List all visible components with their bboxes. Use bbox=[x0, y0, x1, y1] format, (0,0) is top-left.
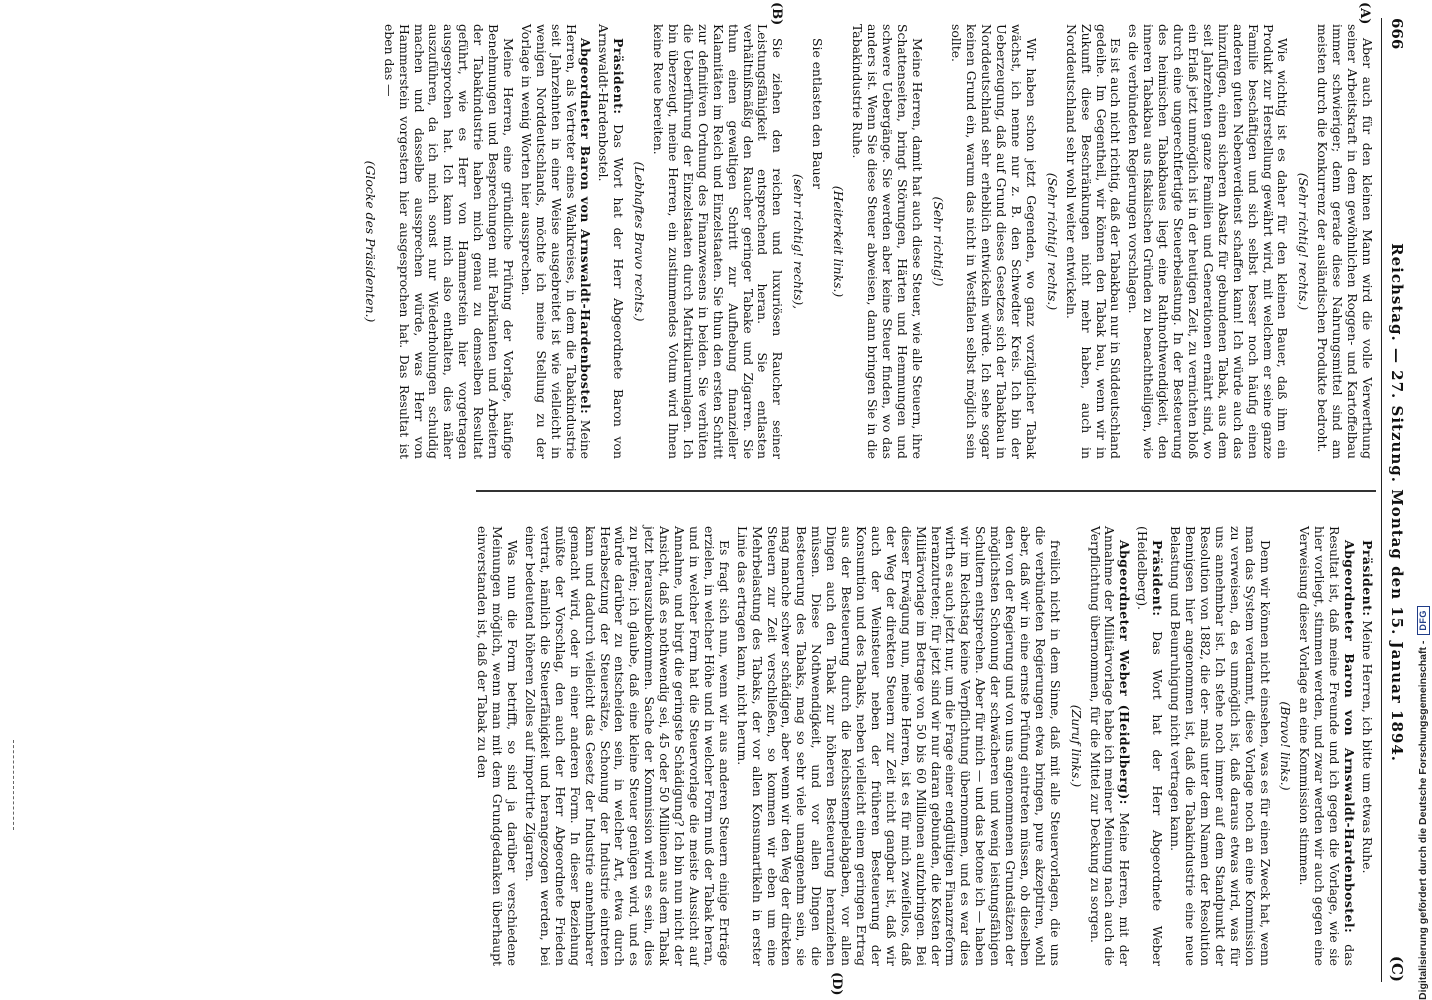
speech-paragraph bbox=[1359, 526, 1374, 966]
body-paragraph: Wir haben schon jetzt Gegenden, wo ganz vorzüglicher Tabak wächst, ich nenne nur z. B. den Schwedter Kreis. Ich bin der Ueberzeugung, daß auf Grund dieses Gesetzes sich der Tabakbau in Norddeutschland sehr erheblich entwickeln würde. Ich sehe sogar keinen Grund ein, warum das nicht in Westfalen selbst möglich sein sollte. bbox=[949, 24, 1039, 459]
speaker-name: Abgeordneter Baron von Arnswaldt-Hardenbostel: bbox=[578, 38, 594, 415]
digitization-footer bbox=[1414, 0, 1432, 1000]
margin-mark-d: (D) bbox=[829, 972, 844, 996]
right-column bbox=[471, 526, 1374, 966]
stage-direction: (Glocke des Präsidenten.) bbox=[362, 160, 378, 323]
speech-paragraph bbox=[596, 24, 626, 459]
speech-text: Das Wort hat der Herr Abgeordnete Weber (Heidelberg). bbox=[1135, 526, 1166, 966]
body-paragraph: Sie ziehen den reichen und luxuriösen Raucher seiner Leistungsfähigkeit entsprechend heran. Sie entlasten verhältnißmäßig den Raucher geringer Tabake und Zigarren. Sie thun einen gewaltigen Schritt zur Aufhebung finanzieller Kalamitäten im Reich und Einzelstaaten. Sie thun den ersten Schritt zur definitiven Ordnung des Finanzwesens in beiden. Sie verhüten die Ueberführung der Einzelstaaten durch Matrikularumlagen. Ich bin überzeugt, meine Herren, ein zustimmendes Votum wird Ihnen keine Reue bereiten. bbox=[651, 24, 786, 459]
speaker-name: Präsident: bbox=[1150, 540, 1166, 617]
page-number: 666 bbox=[1388, 18, 1406, 50]
speaker-name: Präsident: bbox=[1360, 540, 1375, 617]
body-paragraph: Was nun die Form betrifft, so sind ja darüber verschiedene Meinungen möglich, wenn man mit dem Grundgedanken überhaupt einverstanden ist, daß der Tabak zu den bbox=[475, 526, 521, 966]
running-head: Reichstag. — 27. Sitzung. Montag den 15. Januar 1894. bbox=[1388, 243, 1406, 762]
speech-paragraph bbox=[1134, 526, 1164, 966]
stage-direction: (Zuruf links.) bbox=[1068, 704, 1084, 788]
stage-direction: (Sehr richtig! rechts.) bbox=[1296, 172, 1312, 311]
stage-direction: (Sehr richtig! rechts.) bbox=[1044, 172, 1060, 311]
stage-direction: (Bravo! links.) bbox=[1278, 701, 1294, 791]
margin-mark-b: (B) bbox=[769, 2, 784, 26]
speech-paragraph bbox=[1087, 526, 1132, 966]
bottom-rule bbox=[11, 740, 14, 830]
margin-mark-c-top: (C) bbox=[1388, 955, 1406, 982]
body-paragraph: Es ist auch nicht richtig, daß der Tabakbau nur in Süddeutschland gedeihe. Im Gegentheil, wir können den Tabak bau, wenn wir in Zukunft diese Beschränkungen nicht mehr haben, auch in Norddeutschland sehr wohl weiter entwickeln. bbox=[1063, 24, 1124, 459]
speaker-name: Abgeordneter Baron von Arnswaldt-Hardenbostel: bbox=[1342, 540, 1358, 934]
speech-text: das Resultat ist, daß meine Freunde und ich gegen die Vorlage, wie sie hier vorliegt, stimmen werden, und zwar werden wir auch gegen eine Verweisung dieser Vorlage an eine Kommission stimmen. bbox=[1297, 526, 1358, 966]
column-divider bbox=[476, 490, 1376, 492]
speech-text: Meine Herren, mit der Annahme der Militärvorlage habe ich meiner Meinung nach auch die Verpflichtung übernommen, für die Mittel zur Deckung zu sorgen. bbox=[1087, 526, 1133, 966]
stage-direction: (Sehr richtig!) bbox=[930, 196, 946, 287]
speaker-name: Abgeordneter Weber (Heidelberg): bbox=[1117, 540, 1133, 805]
left-column bbox=[356, 24, 1374, 459]
speech-text: Das Wort hat der Herr Abgeordnete Baron von Arnswaldt-Hardenbostel. bbox=[596, 24, 627, 459]
page-header bbox=[1381, 18, 1412, 982]
speaker-name: Präsident: bbox=[611, 38, 627, 115]
body-paragraph: Aber auch für den kleinen Mann wird die volle Verwerthung seiner Arbeitskraft in dem gewöhnlichen Roggen- und Kartoffelbau immer schwieriger; denn gerade diese Nahrungsmittel sind am meisten durch die Konkurrenz der ausländischen Produkte bedroht. bbox=[1315, 24, 1375, 459]
stage-direction: (Lebhaftes Bravo rechts.) bbox=[632, 161, 648, 322]
body-paragraph: Sie entlasten den Bauer bbox=[810, 38, 826, 189]
footer-text: Digitalisierung gefördert durch die Deutsche Forschungsgemeinschaft - bbox=[1417, 640, 1429, 1000]
speech-paragraph bbox=[518, 24, 593, 459]
body-paragraph: Wie wichtig ist es daher für den kleinen Bauer, daß ihm ein Produkt zur Herstellung gewährt wird, mit welchem er seine ganze Familie beschäftigen und sich selbst besser noch häufig einen anderen guten Nebenverdienst schaffen kann! Ich würde auch das hinzufügen, einen sicheren Absatz für gebundenen Tabak, aus dem seit Jahrzehnten ganze Familien und Generationen ernährt sind, wo ein Erlaß jetzt unmöglich ist in der heutigen Zeit, zu vernichten bloß durch eine ungerechtfertigte Steuerbelastung. In der Besteuerung des heimischen Tabakbaues liegt eine Rathnothwendigkeit, den inneren Tabakbau aus fiskalischen Gründen zu benachtheiligen, wie es die verbündeten Regierungen vorschlagen. bbox=[1126, 24, 1291, 459]
stage-direction: (Heiterkeit links.) bbox=[831, 185, 847, 298]
body-paragraph: freilich nicht in dem Sinne, daß mit alle Steuervorlagen, die uns die verbündeten Regierungen etwa bringen, pure akzeptiren, wohl aber, daß wir in eine ernste Prüfung eintreten müssen, ob dieselben den von der Regierung und von uns angenommenen Grundsätzen der möglichsten Schonung der schwächeren und wenig leistungsfähigen Schultern entsprechen. Aber für mich — und das betone ich — haben wir im Reichstag keine Verpflichtung übernommen, und es war dies wirth es auch jetzt nur, um die Frage einer endgültigen Finanzreform heranzutreten; für jetzt sind wir nur daran gebunden, die Kosten der Militärvorlage im Betrage von 50 bis 60 Millionen aufzubringen. Bei dieser Erwägung nun, meine Herren, ist es für mich zweifellos, daß der Weg der direkten Steuern zur Zeit nicht gangbar ist, daß wir auch der Weinsteuer neben der früheren Besteuerung der Konsumtion und des Tabaks, neben vielleicht einem geringen Ertrag aus der Besteuerung durch die Reichsstempelabgaben, vor allen Dingen auch den Tabak zur höheren Besteuerung heranziehen müssen. Diese Nothwendigkeit, und vor allen Dingen die Besteuerung des Tabaks, mag so sehr viele unangenehm sein, sie mag manche schwer schädigen, aber wenn wir den Weg der direkten Steuern zur Zeit verschließen, so kommen wir eben um eine Mehrbelastung des Tabaks, der vor allen Konsumartikeln in erster Linie das ertragen kann, nicht herum. bbox=[734, 526, 1063, 966]
body-paragraph: Meine Herren, damit hat auch diese Steuer, wie alle Steuern, ihre Schattenseiten, bringt Störungen, Härten und Hemmungen und schwere Uebergänge. Sie werden aber keine Steuer finden, wo das anders ist. Wenn Sie diese Steuer abweisen, dann bringen Sie in die Tabakindustrie Ruhe. bbox=[850, 24, 925, 459]
stage-direction: (sehr richtig! rechts), bbox=[791, 173, 807, 310]
dfg-logo-icon: DFG bbox=[1417, 606, 1430, 635]
body-paragraph: Meine Herren, eine gründliche Prüfung der Vorlage, häufige Benehmungen und Besprechungen mit Fabrikanten und Arbeitern der Tabakindustrie haben mich genau zu demselben Resultat geführt, wie es Herr von Hammerstein hier vorgetragen ausgesprochen hat. Ich kann mich also enthalten, dies näher auszuführen, da ich mich sonst nur Wiederholungen schuldig machen und dasselbe aussprechen würde, was Herr von Hammerstein vorgestern hier ausgesprochen hat. Das Resultat ist eben das — bbox=[381, 24, 516, 459]
body-paragraph: Denn wir können nicht einsehen, was es für einen Zweck hat, wenn man das System verdammt, diese Vorlage noch an eine Kommission zu verweisen, da es unmöglich ist, daß daraus etwas wird, was für uns annehmbar ist. Ich stehe noch immer auf dem Standpunkt der Resolution von 1882, die der- mals unter dem Namen der Resolution Bennigsen hier angenommen ist, daß die Tabakindustrie eine neue Belastung und Beunruhigung nicht vertragen kann. bbox=[1168, 526, 1273, 966]
body-paragraph: Es fragt sich nun, wenn wir aus anderen Steuern einige Erträge erzielen, in welcher Höhe und in welcher Form muß der Tabak heran, und in welcher Form hat die Steuervorlage die meiste Aussicht auf Annahme, und birgt die geringste Schädigung? Ich bin nun nicht der Ansicht, daß es nothwendig sei, 45 oder 50 Millionen aus dem Tabak jetzt herauszubekommen. Sache der Kommission wird es sein, dies zu prüfen; ich glaube, daß eine kleine Steuer genügen wird, und es würde darüber zu entscheiden sein, in welcher Art, etwa durch Herabsetzung der Steuersätze, Schonung der Industrie eintreten kann und dadurch vielleicht das Gesetz der Industrie annehmbarer gemacht wird, oder in einer anderen Form. In dieser Beziehung müßte der Vorschlag, den auch der Herr Abgeordnete Frieden vertrat, nämlich die Steuerfähigkeit und herangezogen werden, bei einer bedeutend höheren Zolles auf importirte Zigarren. bbox=[523, 526, 732, 966]
speech-text: Meine Herren, ich bitte um etwas Ruhe. bbox=[1360, 616, 1375, 874]
margin-mark-a: (A) bbox=[1357, 2, 1372, 25]
speech-text: Meine Herren, als Vertreter eines Wahlkreises, in dem die Tabakindustrie seit Jahrzehnten in einer Weise ausgebreitet ist wie vielleicht in wenigen Norddeutschlands, möchte ich meine Stellung zu der Vorlage in wenig Worten hier aussprechen. bbox=[518, 24, 594, 459]
speech-paragraph bbox=[1296, 526, 1356, 966]
